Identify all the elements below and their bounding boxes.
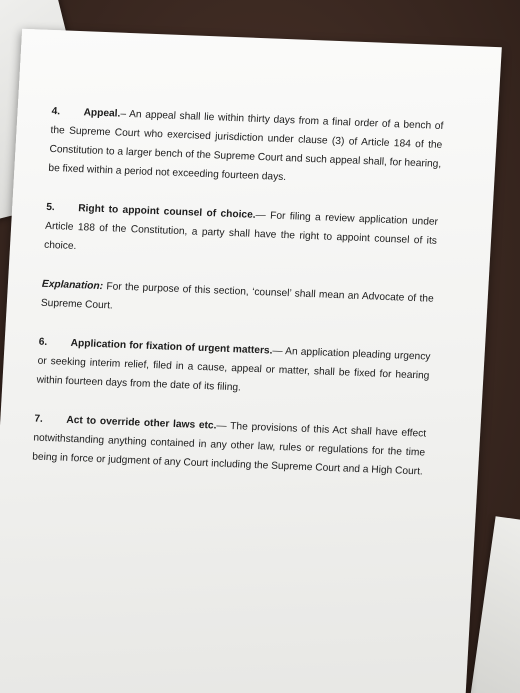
section-5: [44, 198, 439, 270]
section-number: 6.: [38, 336, 48, 348]
section-heading: Act to override other laws etc.: [66, 414, 217, 432]
explanation-text: For the purpose of this section, ‘counsel’ shall mean an Advocate of the Supreme Court.: [40, 281, 434, 312]
document-page: [0, 29, 502, 693]
section-text: — For filing a review application under Article 188 of the Constitution, a party shall have the right to appoint counsel of its choice.: [43, 209, 439, 253]
section-number: 4.: [51, 105, 61, 118]
section-heading: Application for fixation of urgent matters.: [70, 337, 273, 357]
section-text: — The provisions of this Act shall have effect notwithstanding anything contained in any other law, rules or regulations for the time being in force or judgment of any Court including the Supreme Court and a High Court.: [31, 420, 427, 478]
section-heading: Appeal.: [83, 107, 121, 120]
section-text: – An appeal shall lie within thirty days from a final order of a bench of the Supreme Court who exercised jurisdiction under clause (3) of Article 184 of the Constitution to a larger bench of the Supreme Court and such appeal shall, for hearing, be fixed within a period not exceeding fourteen days.: [48, 108, 444, 184]
section-number: 5.: [45, 201, 56, 214]
section-4: [48, 102, 444, 193]
explanation-heading: Explanation:: [41, 278, 104, 293]
section-6: [36, 333, 431, 405]
section-number: 7.: [34, 413, 44, 425]
section-7: [32, 410, 427, 482]
section-text: — An application pleading urgency or seeking interim relief, filed in a cause, appeal or matter, shall be fixed for hearing within fourteen days from the date of its filing.: [36, 345, 431, 394]
document-body: [31, 102, 444, 502]
explanation: [40, 275, 434, 328]
section-heading: Right to appoint counsel of choice.: [77, 203, 256, 221]
